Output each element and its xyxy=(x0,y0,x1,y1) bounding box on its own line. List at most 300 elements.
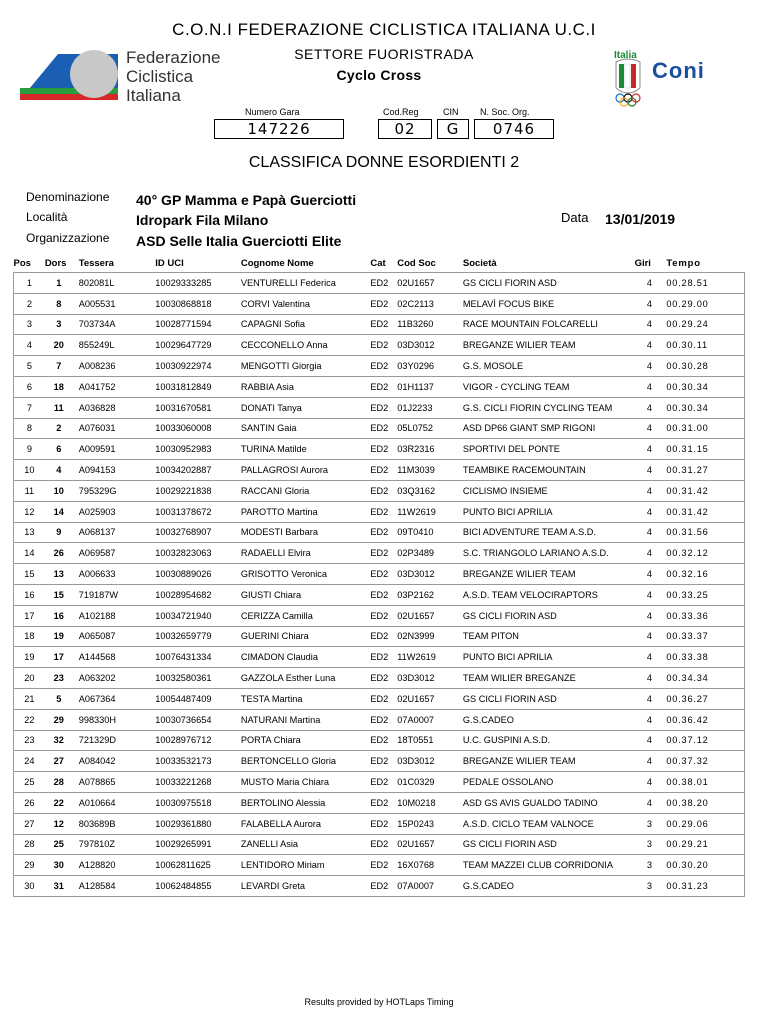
cell-id-uci: 10032823063 xyxy=(152,543,241,564)
cell-giri: 4 xyxy=(635,688,665,709)
cell-giri: 4 xyxy=(635,792,665,813)
cell-name: TURINA Matilde xyxy=(241,439,371,460)
cell-pos: 2 xyxy=(14,293,45,314)
cell-id-uci: 10030975518 xyxy=(152,792,241,813)
cell-cat: ED2 xyxy=(370,543,397,564)
cell-tessera: A069587 xyxy=(73,543,153,564)
cell-cod-soc: 10M0218 xyxy=(397,792,463,813)
document-title: C.O.N.I FEDERAZIONE CICLISTICA ITALIANA U.C.I xyxy=(172,20,596,39)
cell-dors: 1 xyxy=(45,273,73,294)
col-societa: Società xyxy=(462,257,497,269)
cell-name: PORTA Chiara xyxy=(241,730,371,751)
table-row xyxy=(14,501,745,522)
cell-giri: 4 xyxy=(635,709,665,730)
cell-name: FALABELLA Aurora xyxy=(241,813,371,834)
cod-reg-label: Cod.Reg xyxy=(383,107,419,117)
table-row xyxy=(14,792,745,813)
date-label: Data xyxy=(561,210,589,225)
cell-id-uci: 10032659779 xyxy=(152,626,241,647)
cell-societa: BICI ADVENTURE TEAM A.S.D. xyxy=(463,522,635,543)
cell-tessera: A009591 xyxy=(73,439,153,460)
organizzazione-value: ASD Selle Italia Guerciotti Elite xyxy=(136,233,342,249)
cell-societa: GS CICLI FIORIN ASD xyxy=(463,273,635,294)
cell-tempo: 00.36.27 xyxy=(664,688,744,709)
cin-box: G xyxy=(437,119,469,139)
footer-credit: Results provided by HOTLaps Timing xyxy=(304,997,454,1007)
cell-dors: 12 xyxy=(45,813,73,834)
cell-name: ZANELLI Asia xyxy=(241,834,371,855)
cell-tessera: A006633 xyxy=(73,564,153,585)
table-row xyxy=(14,626,745,647)
cell-pos: 19 xyxy=(14,647,45,668)
table-row xyxy=(14,834,745,855)
cell-id-uci: 10029221838 xyxy=(152,480,241,501)
cell-tempo: 00.30.28 xyxy=(664,356,744,377)
cell-id-uci: 10031378672 xyxy=(152,501,241,522)
cell-cat: ED2 xyxy=(370,855,397,876)
cell-societa: GS CICLI FIORIN ASD xyxy=(463,605,635,626)
soc-org-box: 0746 xyxy=(474,119,554,139)
table-row xyxy=(14,813,745,834)
cell-giri: 4 xyxy=(635,668,665,689)
cell-tessera: A063202 xyxy=(73,668,153,689)
col-id-uci: ID UCI xyxy=(155,257,184,269)
cell-societa: TEAM MAZZEI CLUB CORRIDONIA xyxy=(463,855,635,876)
cell-dors: 2 xyxy=(45,418,73,439)
cell-name: PAROTTO Martina xyxy=(241,501,371,522)
cell-tempo: 00.31.23 xyxy=(664,876,744,897)
table-row xyxy=(14,876,745,897)
table-row xyxy=(14,293,745,314)
coni-logo-top: Italia xyxy=(614,50,637,61)
table-row xyxy=(14,751,745,772)
cell-giri: 4 xyxy=(635,522,665,543)
cell-name: BERTOLINO Alessia xyxy=(241,792,371,813)
table-row xyxy=(14,439,745,460)
cell-tempo: 00.34.34 xyxy=(664,668,744,689)
cell-id-uci: 10062811625 xyxy=(152,855,241,876)
cell-cod-soc: 03Q3162 xyxy=(397,480,463,501)
cell-tempo: 00.33.25 xyxy=(664,584,744,605)
cell-id-uci: 10032768907 xyxy=(152,522,241,543)
cell-tempo: 00.31.42 xyxy=(664,501,744,522)
cell-dors: 8 xyxy=(45,293,73,314)
table-row xyxy=(14,772,745,793)
cell-cat: ED2 xyxy=(370,668,397,689)
cell-cod-soc: 15P0243 xyxy=(397,813,463,834)
cell-giri: 4 xyxy=(635,501,665,522)
cell-cod-soc: 01H1137 xyxy=(397,376,463,397)
cell-pos: 28 xyxy=(14,834,45,855)
cell-cod-soc: 03D3012 xyxy=(397,751,463,772)
cell-tessera: A068137 xyxy=(73,522,153,543)
cell-id-uci: 10030868818 xyxy=(152,293,241,314)
cell-giri: 4 xyxy=(635,772,665,793)
cell-cod-soc: 02C2113 xyxy=(397,293,463,314)
cell-tempo: 00.33.37 xyxy=(664,626,744,647)
cell-giri: 3 xyxy=(635,855,665,876)
cell-cod-soc: 11W2619 xyxy=(397,647,463,668)
cell-tempo: 00.33.36 xyxy=(664,605,744,626)
cell-name: RACCANI Gloria xyxy=(241,480,371,501)
cell-cat: ED2 xyxy=(370,792,397,813)
cell-cat: ED2 xyxy=(370,626,397,647)
cell-dors: 31 xyxy=(45,876,73,897)
cell-tempo: 00.31.56 xyxy=(664,522,744,543)
cell-pos: 6 xyxy=(14,376,45,397)
cell-cat: ED2 xyxy=(370,834,397,855)
cell-tessera: A128584 xyxy=(73,876,153,897)
cell-giri: 4 xyxy=(635,439,665,460)
table-row xyxy=(14,314,745,335)
cell-pos: 14 xyxy=(14,543,45,564)
cell-cod-soc: 02U1657 xyxy=(397,688,463,709)
cell-cat: ED2 xyxy=(370,439,397,460)
cell-dors: 30 xyxy=(45,855,73,876)
cell-name: CORVI Valentina xyxy=(241,293,371,314)
cell-cat: ED2 xyxy=(370,688,397,709)
cell-name: VENTURELLI Federica xyxy=(241,273,371,294)
cell-name: DONATI Tanya xyxy=(241,397,371,418)
cell-giri: 4 xyxy=(635,480,665,501)
cell-cat: ED2 xyxy=(370,584,397,605)
cell-tessera: A102188 xyxy=(73,605,153,626)
cell-tempo: 00.30.11 xyxy=(664,335,744,356)
cell-dors: 6 xyxy=(45,439,73,460)
cell-cat: ED2 xyxy=(370,460,397,481)
cell-giri: 4 xyxy=(635,293,665,314)
table-row xyxy=(14,376,745,397)
cell-name: RADAELLI Elvira xyxy=(241,543,371,564)
col-cognome-nome: Cognome Nome xyxy=(240,257,314,269)
table-row xyxy=(14,564,745,585)
cell-tessera: A084042 xyxy=(73,751,153,772)
cell-cat: ED2 xyxy=(370,647,397,668)
cin-label: CIN xyxy=(443,107,459,117)
cell-pos: 27 xyxy=(14,813,45,834)
cell-cod-soc: 11W2619 xyxy=(397,501,463,522)
col-tessera: Tessera xyxy=(78,257,114,269)
cell-giri: 4 xyxy=(635,397,665,418)
cell-id-uci: 10076431334 xyxy=(152,647,241,668)
table-row xyxy=(14,460,745,481)
classification-title: CLASSIFICA DONNE ESORDIENTI 2 xyxy=(248,154,520,171)
cell-name: LENTIDORO Miriam xyxy=(241,855,371,876)
table-row xyxy=(14,668,745,689)
fci-logo-text xyxy=(126,48,221,105)
cell-dors: 29 xyxy=(45,709,73,730)
cell-pos: 10 xyxy=(14,460,45,481)
cell-dors: 3 xyxy=(45,314,73,335)
cell-tempo: 00.36.42 xyxy=(664,709,744,730)
cell-name: GRISOTTO Veronica xyxy=(241,564,371,585)
cell-id-uci: 10034202887 xyxy=(152,460,241,481)
cell-tessera: A005531 xyxy=(73,293,153,314)
cell-cod-soc: 16X0768 xyxy=(397,855,463,876)
cell-societa: G.S. MOSOLE xyxy=(463,356,635,377)
cell-cat: ED2 xyxy=(370,397,397,418)
cell-id-uci: 10033060008 xyxy=(152,418,241,439)
cell-cod-soc: 18T0551 xyxy=(397,730,463,751)
cell-giri: 4 xyxy=(635,564,665,585)
cell-societa: ASD DP66 GIANT SMP RIGONI xyxy=(463,418,635,439)
cell-pos: 11 xyxy=(14,480,45,501)
cell-cat: ED2 xyxy=(370,501,397,522)
cell-tessera: A078865 xyxy=(73,772,153,793)
cell-cat: ED2 xyxy=(370,356,397,377)
cell-id-uci: 10033221268 xyxy=(152,772,241,793)
cell-name: NATURANI Martina xyxy=(241,709,371,730)
cell-cat: ED2 xyxy=(370,709,397,730)
cell-dors: 13 xyxy=(45,564,73,585)
cell-cat: ED2 xyxy=(370,730,397,751)
table-row xyxy=(14,730,745,751)
cell-id-uci: 10031812849 xyxy=(152,376,241,397)
cell-societa: PUNTO BICI APRILIA xyxy=(463,647,635,668)
cell-pos: 9 xyxy=(14,439,45,460)
cell-dors: 27 xyxy=(45,751,73,772)
cell-giri: 4 xyxy=(635,584,665,605)
cell-giri: 4 xyxy=(635,543,665,564)
table-row xyxy=(14,356,745,377)
cell-tessera: A076031 xyxy=(73,418,153,439)
cell-tempo: 00.31.27 xyxy=(664,460,744,481)
cell-pos: 24 xyxy=(14,751,45,772)
cell-name: GAZZOLA Esther Luna xyxy=(241,668,371,689)
cell-cod-soc: 02U1657 xyxy=(397,273,463,294)
cell-giri: 4 xyxy=(635,751,665,772)
table-row xyxy=(14,522,745,543)
cell-cat: ED2 xyxy=(370,480,397,501)
cell-societa: A.S.D. TEAM VELOCIRAPTORS xyxy=(463,584,635,605)
localita-label: Località xyxy=(26,210,68,224)
cell-pos: 7 xyxy=(14,397,45,418)
cell-cod-soc: 03D3012 xyxy=(397,335,463,356)
cell-giri: 4 xyxy=(635,376,665,397)
cell-id-uci: 10028771594 xyxy=(152,314,241,335)
cell-name: SANTIN Gaia xyxy=(241,418,371,439)
cell-id-uci: 10054487409 xyxy=(152,688,241,709)
cell-name: MENGOTTI Giorgia xyxy=(241,356,371,377)
cell-name: MUSTO Maria Chiara xyxy=(241,772,371,793)
cod-reg-box: 02 xyxy=(378,119,432,139)
table-row xyxy=(14,480,745,501)
cell-societa: MELAVÌ FOCUS BIKE xyxy=(463,293,635,314)
cell-tempo: 00.33.38 xyxy=(664,647,744,668)
fci-logo-line-1: Federazione xyxy=(126,48,221,67)
cell-name: RABBIA Asia xyxy=(241,376,371,397)
cell-cod-soc: 03D3012 xyxy=(397,564,463,585)
cell-societa: U.C. GUSPINI A.S.D. xyxy=(463,730,635,751)
cell-cod-soc: 03Y0296 xyxy=(397,356,463,377)
cell-societa: PUNTO BICI APRILIA xyxy=(463,501,635,522)
organizzazione-label: Organizzazione xyxy=(26,231,110,245)
table-row xyxy=(14,397,745,418)
cell-pos: 30 xyxy=(14,876,45,897)
cell-name: GIUSTI Chiara xyxy=(241,584,371,605)
cell-tessera: 721329D xyxy=(73,730,153,751)
cell-tempo: 00.30.34 xyxy=(664,376,744,397)
cell-tessera: 855249L xyxy=(73,335,153,356)
cell-dors: 17 xyxy=(45,647,73,668)
cell-cat: ED2 xyxy=(370,418,397,439)
cell-tessera: A036828 xyxy=(73,397,153,418)
cell-cat: ED2 xyxy=(370,314,397,335)
cell-id-uci: 10029265991 xyxy=(152,834,241,855)
table-row xyxy=(14,647,745,668)
cell-tempo: 00.28.51 xyxy=(664,273,744,294)
discipline: Cyclo Cross xyxy=(336,67,422,83)
cell-tessera: 795329G xyxy=(73,480,153,501)
cell-tessera: 802081L xyxy=(73,273,153,294)
cell-giri: 4 xyxy=(635,418,665,439)
cell-name: BERTONCELLO Gloria xyxy=(241,751,371,772)
table-row xyxy=(14,605,745,626)
cell-giri: 4 xyxy=(635,626,665,647)
cell-pos: 23 xyxy=(14,730,45,751)
cell-tessera: A065087 xyxy=(73,626,153,647)
cell-dors: 23 xyxy=(45,668,73,689)
cell-giri: 4 xyxy=(635,273,665,294)
cell-pos: 26 xyxy=(14,792,45,813)
cell-tempo: 00.30.34 xyxy=(664,397,744,418)
results-header-row xyxy=(14,256,745,273)
cell-societa: PEDALE OSSOLANO xyxy=(463,772,635,793)
numero-gara-label: Numero Gara xyxy=(245,107,300,117)
cell-cat: ED2 xyxy=(370,605,397,626)
cell-id-uci: 10028954682 xyxy=(152,584,241,605)
cell-societa: GS CICLI FIORIN ASD xyxy=(463,834,635,855)
cell-cat: ED2 xyxy=(370,376,397,397)
cell-cat: ED2 xyxy=(370,772,397,793)
cell-dors: 32 xyxy=(45,730,73,751)
cell-societa: CICLISMO INSIEME xyxy=(463,480,635,501)
cell-id-uci: 10030922974 xyxy=(152,356,241,377)
cell-dors: 11 xyxy=(45,397,73,418)
date-value: 13/01/2019 xyxy=(605,211,676,227)
cell-tempo: 00.32.12 xyxy=(664,543,744,564)
cell-tessera: A067364 xyxy=(73,688,153,709)
cell-pos: 8 xyxy=(14,418,45,439)
cell-cod-soc: 02U1657 xyxy=(397,834,463,855)
table-row xyxy=(14,855,745,876)
cell-id-uci: 10033532173 xyxy=(152,751,241,772)
cell-pos: 5 xyxy=(14,356,45,377)
numero-gara-box: 147226 xyxy=(214,119,344,139)
cell-cod-soc: 11B3260 xyxy=(397,314,463,335)
cell-dors: 15 xyxy=(45,584,73,605)
cell-societa: G.S. CICLI FIORIN CYCLING TEAM xyxy=(463,397,635,418)
cell-pos: 3 xyxy=(14,314,45,335)
cell-cod-soc: 02N3999 xyxy=(397,626,463,647)
cell-pos: 29 xyxy=(14,855,45,876)
cell-name: PALLAGROSI Aurora xyxy=(241,460,371,481)
cell-tessera: A128820 xyxy=(73,855,153,876)
cell-societa: A.S.D. CICLO TEAM VALNOCE xyxy=(463,813,635,834)
cell-cat: ED2 xyxy=(370,813,397,834)
cell-giri: 4 xyxy=(635,356,665,377)
cell-tessera: A008236 xyxy=(73,356,153,377)
cell-pos: 17 xyxy=(14,605,45,626)
cell-cod-soc: 03P2162 xyxy=(397,584,463,605)
cell-societa: G.S.CADEO xyxy=(463,876,635,897)
cell-cod-soc: 07A0007 xyxy=(397,876,463,897)
cell-cat: ED2 xyxy=(370,293,397,314)
cell-cod-soc: 05L0752 xyxy=(397,418,463,439)
cell-id-uci: 10030952983 xyxy=(152,439,241,460)
cell-id-uci: 10029361880 xyxy=(152,813,241,834)
col-dors: Dors xyxy=(44,257,67,269)
denominazione-label: Denominazione xyxy=(26,190,110,204)
cell-cod-soc: 07A0007 xyxy=(397,709,463,730)
fci-logo-line-3: Italiana xyxy=(126,86,181,105)
cell-id-uci: 10028976712 xyxy=(152,730,241,751)
cell-giri: 4 xyxy=(635,730,665,751)
cell-dors: 7 xyxy=(45,356,73,377)
cell-giri: 3 xyxy=(635,834,665,855)
cell-dors: 22 xyxy=(45,792,73,813)
cell-tempo: 00.31.00 xyxy=(664,418,744,439)
cell-tessera: 719187W xyxy=(73,584,153,605)
cell-dors: 19 xyxy=(45,626,73,647)
cell-pos: 4 xyxy=(14,335,45,356)
cell-tessera: A010664 xyxy=(73,792,153,813)
cell-societa: BREGANZE WILIER TEAM xyxy=(463,751,635,772)
cell-pos: 16 xyxy=(14,584,45,605)
cell-name: TESTA Martina xyxy=(241,688,371,709)
cell-giri: 4 xyxy=(635,314,665,335)
cell-cat: ED2 xyxy=(370,564,397,585)
cell-tessera: A025903 xyxy=(73,501,153,522)
table-row xyxy=(14,688,745,709)
cell-cat: ED2 xyxy=(370,522,397,543)
cell-tessera: 803689B xyxy=(73,813,153,834)
cell-dors: 5 xyxy=(45,688,73,709)
cell-name: CERIZZA Camilla xyxy=(241,605,371,626)
cell-id-uci: 10029647729 xyxy=(152,335,241,356)
cell-societa: TEAM PITON xyxy=(463,626,635,647)
table-row xyxy=(14,584,745,605)
coni-logo xyxy=(606,48,716,114)
cell-tessera: A144568 xyxy=(73,647,153,668)
table-row xyxy=(14,709,745,730)
cell-cod-soc: 03R2316 xyxy=(397,439,463,460)
table-row xyxy=(14,273,745,294)
cell-dors: 28 xyxy=(45,772,73,793)
cell-pos: 22 xyxy=(14,709,45,730)
cell-societa: G.S.CADEO xyxy=(463,709,635,730)
cell-tessera: A094153 xyxy=(73,460,153,481)
cell-id-uci: 10034721940 xyxy=(152,605,241,626)
cell-dors: 20 xyxy=(45,335,73,356)
col-tempo: Tempo xyxy=(666,257,701,269)
cell-tempo: 00.31.42 xyxy=(664,480,744,501)
table-row xyxy=(14,543,745,564)
col-cat: Cat xyxy=(370,257,386,269)
cell-pos: 21 xyxy=(14,688,45,709)
cell-dors: 16 xyxy=(45,605,73,626)
cell-tempo: 00.37.32 xyxy=(664,751,744,772)
cell-cod-soc: 03D3012 xyxy=(397,668,463,689)
cell-dors: 14 xyxy=(45,501,73,522)
cell-id-uci: 10030736654 xyxy=(152,709,241,730)
cell-dors: 25 xyxy=(45,834,73,855)
cell-giri: 3 xyxy=(635,876,665,897)
cell-tempo: 00.30.20 xyxy=(664,855,744,876)
cell-societa: TEAMBIKE RACEMOUNTAIN xyxy=(463,460,635,481)
cell-societa: BREGANZE WILIER TEAM xyxy=(463,564,635,585)
cell-name: CIMADON Claudia xyxy=(241,647,371,668)
